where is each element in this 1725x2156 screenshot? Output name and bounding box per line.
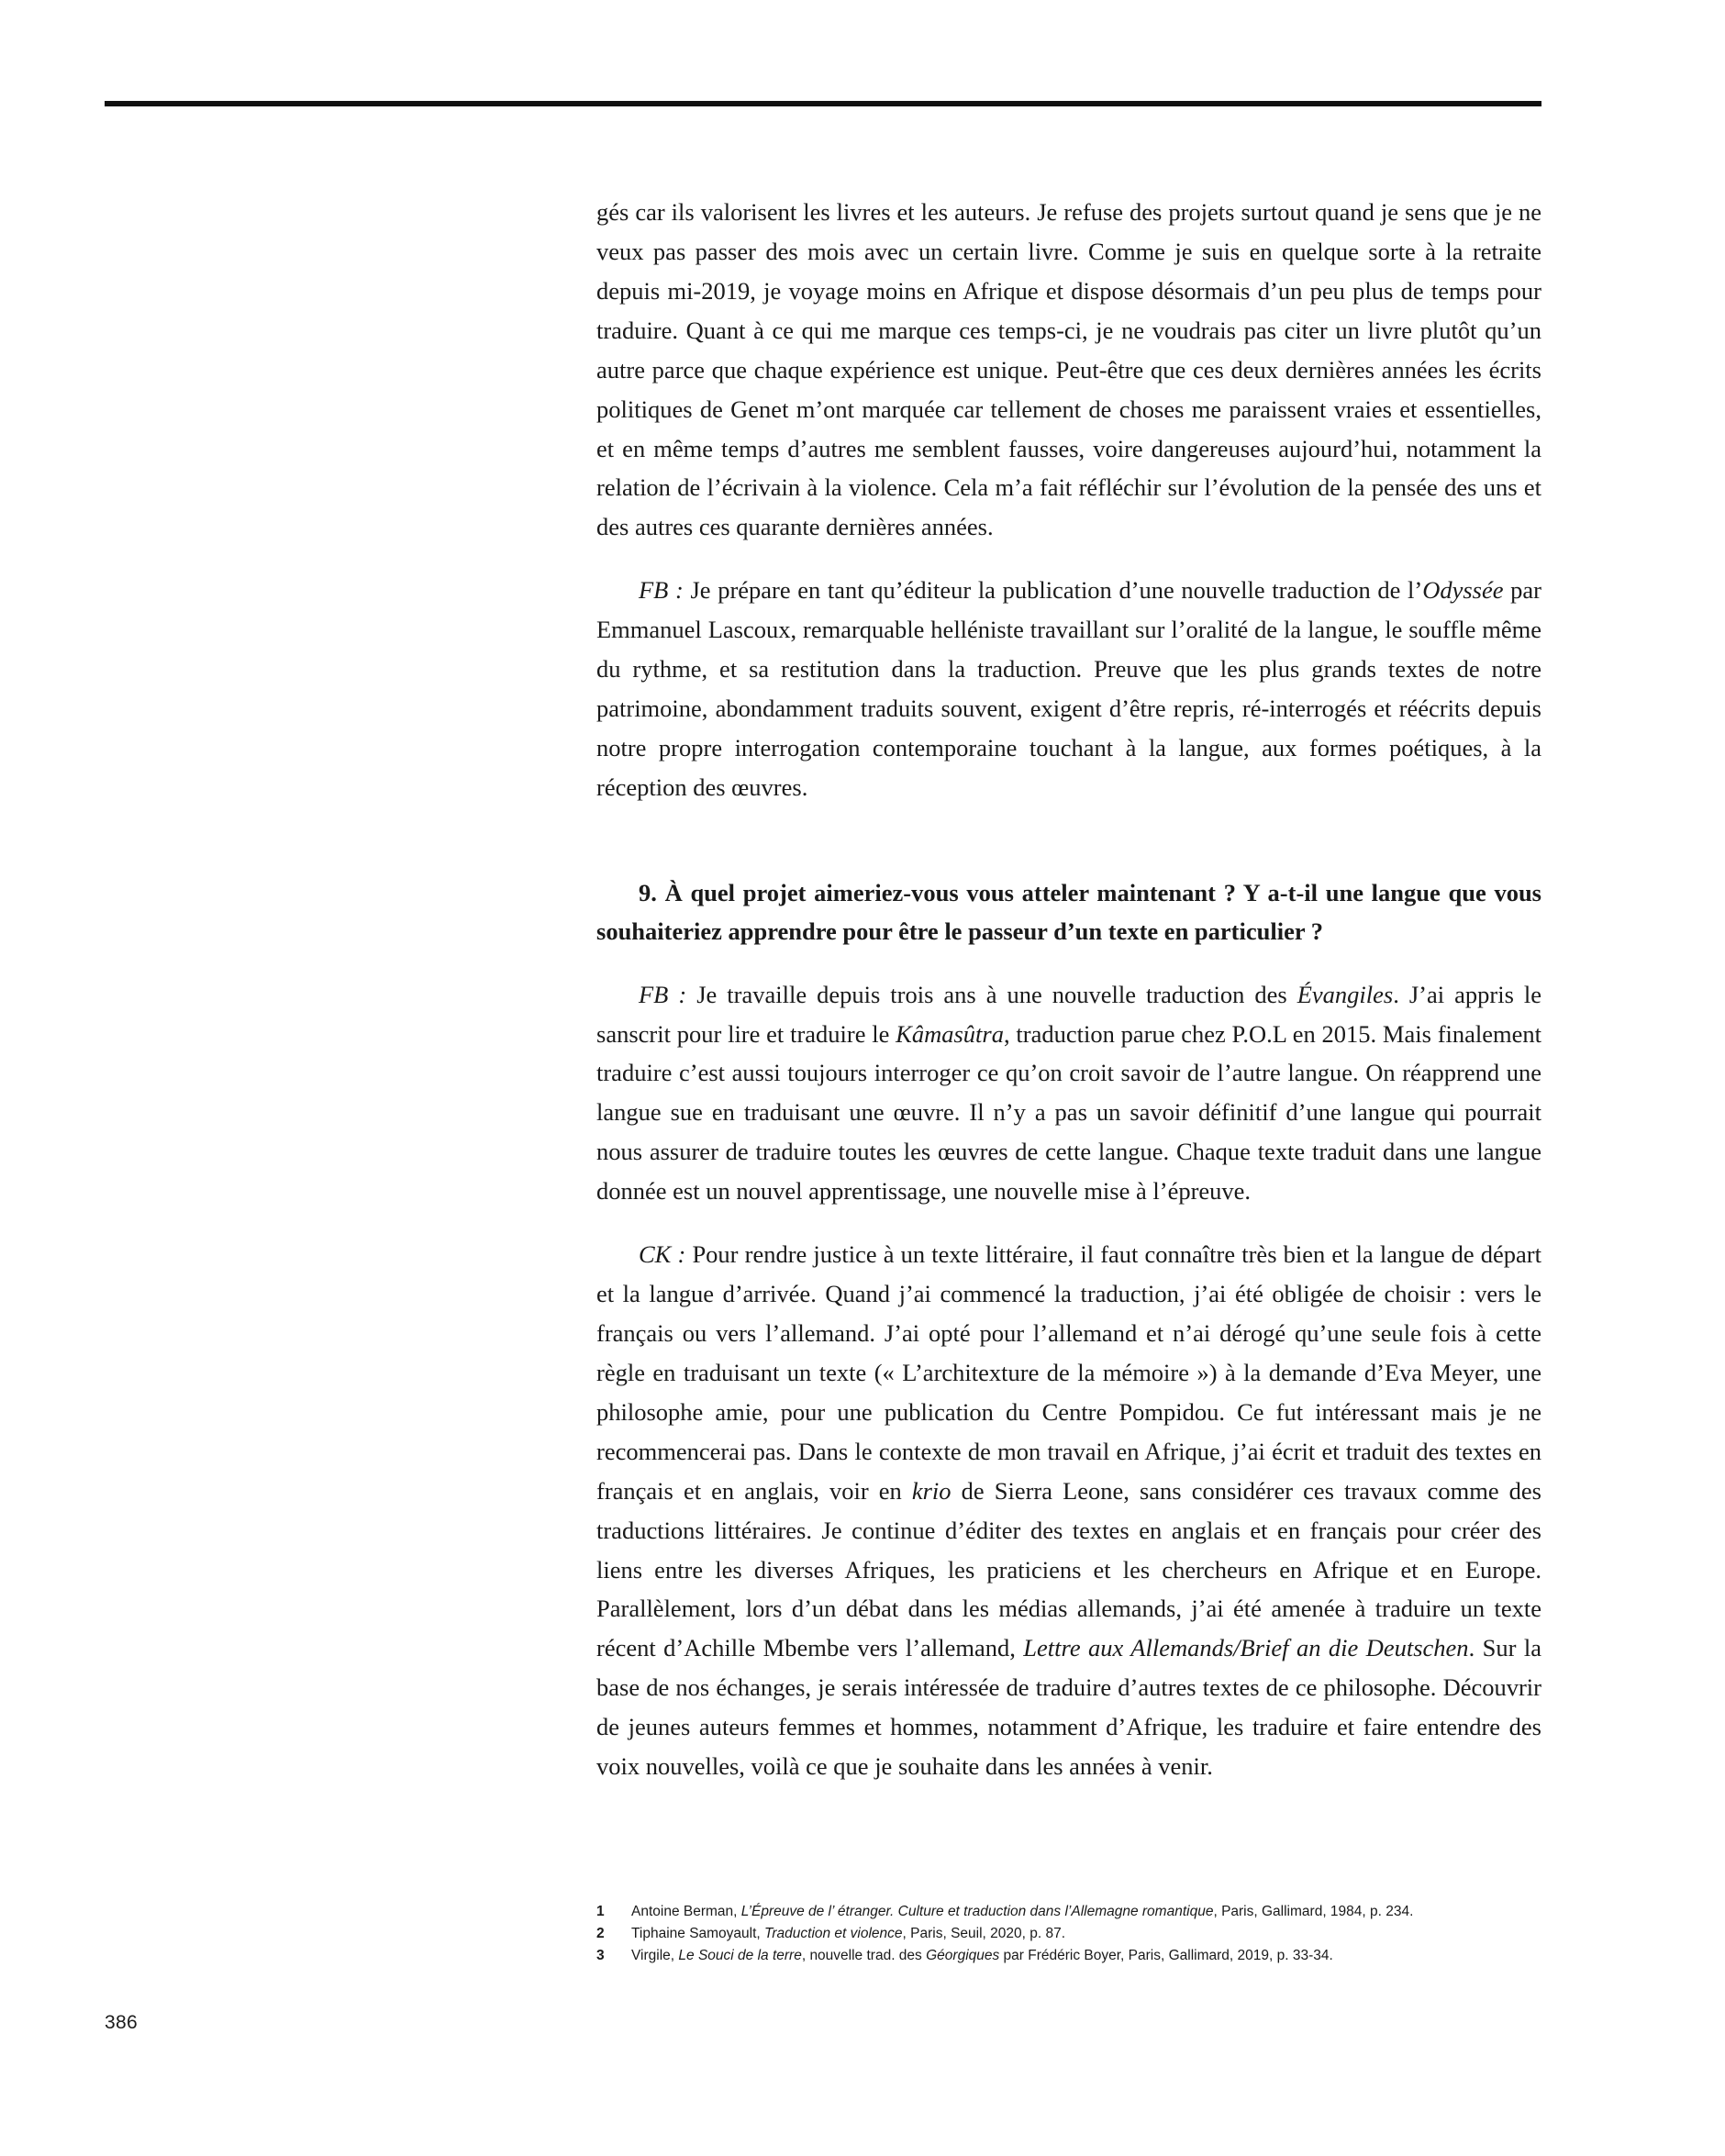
header-rule [105, 101, 1541, 106]
question-heading-9: 9. À quel projet aimeriez-vous vous atteler maintenant ? Y a-t-il une langue que vous souhaiteriez apprendre pour être le passeur d’un texte en particulier ? [596, 878, 1541, 946]
footnote-rest: , nouvelle trad. des [801, 1948, 927, 1964]
paragraph-text: par Emmanuel Lascoux, remarquable helléniste travaillant sur l’oralité de la langue, le souffle même du rythme, et sa restitution dans la traduction. Preuve que les plus grands textes de notre patrimoine, abondamment traduits souvent, exigent d’être repris, ré-interrogés et réécrits depuis notre propre interrogation contemporaine touchant à la langue, aux formes poétiques, à la réception des œuvres. [596, 576, 1542, 801]
work-title-lettre-aux-allemands: Lettre aux Allemands/Brief an die Deutschen [1023, 1634, 1469, 1662]
footnote-author: Virgile, [631, 1948, 679, 1964]
paragraph-text: de Sierra Leone, sans considérer ces travaux comme des traductions littéraires. Je continue d’éditer des textes en anglais et en français pour créer des liens entre les diverses Afriques, les praticiens et les chercheurs en Afrique et en Europe. Parallèlement, lors d’un débat dans les médias allemands, j’ai été amenée à traduire un texte récent d’Achille Mbembe vers l’allemand, [596, 1476, 1541, 1662]
paragraph-continuation: gés car ils valorisent les livres et les auteurs. Je refuse des projets surtout quand je sens que je ne veux pas passer des mois avec un certain livre. Comme je suis en quelque sorte à la retraite depuis mi-2019, je voyage moins en Afrique et dispose désormais d’un peu plus de temps pour traduire. Quant à ce qui me marque ces temps-ci, je ne voudrais pas citer un livre plutôt qu’un autre parce que chaque expérience est unique. Peut-être que ces deux dernières années les écrits politiques de Genet m’ont marquée car tellement de choses me paraissent vraies et essentielles, et en même temps d’autres me semblent fausses, voire dangereuses aujourd’hui, notamment la relation de l’écrivain à la violence. Cela m’a fait réfléchir sur l’évolution de la pensée des uns et des autres ces quarante dernières années. [596, 198, 1541, 541]
paragraph-fb-odyssee [596, 571, 1541, 807]
text-column [596, 193, 1541, 1786]
footnote-item [596, 1923, 1541, 1945]
footnote-rest: , Paris, Seuil, 2020, p. 87. [902, 1926, 1066, 1942]
footnote-title: Traduction et violence [764, 1926, 903, 1942]
footnote-number: 3 [596, 1948, 605, 1964]
footnote-title: Le Souci de la terre [678, 1948, 802, 1964]
footnote-author: Antoine Berman, [631, 1904, 741, 1919]
paragraph-text: , traduction parue chez P.O.L en 2015. Mais finalement traduire c’est aussi toujours interroger ce qu’on croit savoir de l’autre langue. On réapprend une langue sue en traduisant une œuvre. Il n’y a pas un savoir définitif d’une langue qui pourrait nous assurer de traduire toutes les œuvres de cette langue. Chaque texte traduit dans une langue donnée est un nouvel apprentissage, une nouvelle mise à l’épreuve. [596, 1019, 1542, 1206]
work-title-odyssee: Odyssée [1422, 576, 1504, 605]
footnote-number: 2 [596, 1926, 605, 1942]
footnote-title: L’Épreuve de l’ étranger. Culture et traduction dans l’Allemagne romantique [740, 1904, 1214, 1919]
footnote-text [631, 1901, 1413, 1923]
work-title-kamasutra: Kâmasûtra [896, 1019, 1004, 1048]
paragraph-text: Je travaille depuis trois ans à une nouvelle traduction des [686, 980, 1297, 1008]
term-krio: krio [911, 1476, 952, 1505]
paragraph-text: . Sur la base de nos échanges, je serais intéressée de traduire d’autres textes de ce philosophe. Découvrir de jeunes auteurs femmes et hommes, notamment d’Afrique, les traduire et faire entendre des voix nouvelles, voilà ce que je souhaite dans les années à venir. [596, 1634, 1542, 1781]
paragraph-ck [596, 1235, 1541, 1786]
footnote-number: 1 [596, 1904, 605, 1919]
speaker-label-fb: FB : [639, 576, 684, 605]
work-title-evangiles: Évangiles [1297, 980, 1394, 1008]
footnote-rest-secondary: par Frédéric Boyer, Paris, Gallimard, 2019, p. 33-34. [999, 1948, 1333, 1964]
footnotes-block [596, 1901, 1541, 1967]
paragraph-text: Je prépare en tant qu’éditeur la publication d’une nouvelle traduction de l’ [683, 576, 1423, 605]
paragraph-fb-evangiles [596, 975, 1541, 1212]
speaker-label-fb: FB : [639, 980, 687, 1008]
paragraph-text: . J’ai appris le sanscrit pour lire et traduire le [596, 980, 1542, 1048]
footnote-rest: , Paris, Gallimard, 1984, p. 234. [1213, 1904, 1414, 1919]
paragraph-text: Pour rendre justice à un texte littéraire, il faut connaître très bien et la langue de départ et la langue d’arrivée. Quand j’ai commencé la traduction, j’ai été obligée de choisir : vers le français ou vers l’allemand. J’ai opté pour l’allemand et n’ai dérogé qu’une seule fois à cette règle en traduisant un texte (« L’architexture de la mémoire ») à la demande d’Eva Meyer, une philosophe amie, pour une publication du Centre Pompidou. Ce fut intéressant mais je ne recommencerai pas. Dans le contexte de mon travail en Afrique, j’ai écrit et traduit des textes en français et en anglais, voir en [596, 1240, 1541, 1505]
footnote-author: Tiphaine Samoyault, [631, 1926, 765, 1942]
page-number: 386 [105, 2012, 138, 2033]
footnote-item [596, 1945, 1541, 1967]
speaker-label-ck: CK : [639, 1240, 686, 1269]
footnote-item [596, 1901, 1541, 1923]
footnote-text [631, 1945, 1333, 1967]
footnote-text [631, 1923, 1065, 1945]
footnote-title-secondary: Géorgiques [926, 1948, 1000, 1964]
